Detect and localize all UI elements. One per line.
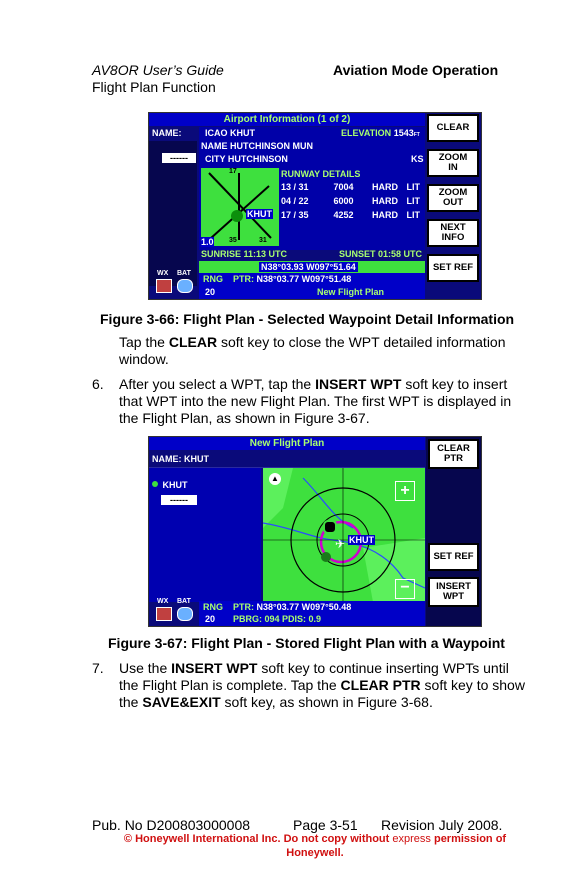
icao-row (205, 128, 255, 138)
section-title: Flight Plan Function (92, 79, 216, 95)
elevation-label: ELEVATION (341, 128, 392, 138)
bat-label: BAT (177, 270, 191, 277)
runway-row (281, 210, 420, 220)
sunrise-time: SUNRISE 11:13 UTC (201, 249, 288, 259)
airplane-icon: ✈ (335, 537, 346, 551)
clear-instruction-post: soft key to close the WPT detailed information window. (119, 334, 506, 367)
battery-icon (177, 279, 193, 293)
step-6-number: 6. (92, 376, 104, 392)
runway-row (281, 182, 420, 192)
runway-details-title: RUNWAY DETAILS (281, 169, 361, 179)
step-6-t2: soft key to insert that WPT into the new Flight Plan. The first WPT is displayed in the Flight Plan, as shown in Figure 3-67. (119, 376, 512, 426)
bat-label: BAT (177, 598, 191, 605)
airport-marker-icon (321, 552, 331, 562)
runway-surface: HARD (372, 210, 399, 220)
fp-ptr-row (233, 602, 351, 612)
copyright-part-3: Honeywell. (286, 847, 344, 859)
map-scale: 1.0 (201, 237, 214, 247)
zoom-in-button[interactable] (427, 149, 479, 177)
fp-ptr-label: PTR: (233, 602, 254, 612)
copyright-notice (100, 832, 530, 860)
ptr-row (233, 274, 351, 284)
set-ref-label: SET REF (433, 551, 474, 562)
runway-light: LIT (406, 210, 421, 220)
ptr-label: PTR: (233, 274, 254, 284)
pub-number: Pub. No D200803000008 (92, 817, 251, 833)
clear-button[interactable] (427, 114, 479, 142)
cursor-coords: N38°03.93 W097°51.64 (261, 262, 356, 272)
step-7-t1: Use the (119, 660, 172, 676)
clear-instruction-pre: Tap the (119, 334, 169, 350)
fp-name-label: NAME: (152, 454, 182, 464)
insert-wpt-button[interactable] (428, 577, 479, 607)
clear-key-ref: CLEAR (168, 334, 218, 350)
fp-name-row (152, 454, 209, 464)
figure-3-67-caption: Figure 3-67: Flight Plan - Stored Flight Plan with a Waypoint (108, 635, 505, 651)
runway-id: 13 / 31 (281, 182, 309, 192)
runway-surface: HARD (372, 196, 399, 206)
runway-light: LIT (406, 182, 421, 192)
elevation-row (341, 128, 420, 138)
figure-3-67-screen (148, 436, 482, 627)
city-value: HUTCHINSON (227, 154, 288, 164)
north-arrow-icon: ▲ (269, 473, 281, 485)
step-7-text (119, 660, 529, 711)
clear-label: CLEAR (436, 122, 470, 133)
doc-title: AV8OR User’s Guide (92, 62, 224, 78)
name-row (201, 141, 313, 151)
sunset-time: SUNSET 01:58 UTC (339, 249, 423, 259)
runway-id: 04 / 22 (281, 196, 309, 206)
map-label-bl: 35 (229, 237, 237, 244)
zoom-in-label: ZOOM IN (438, 152, 468, 173)
copyright-express: express (392, 833, 431, 845)
placeholder-field: ------ (162, 153, 196, 163)
state-value: KS (411, 154, 424, 164)
page-number: Page 3-51 (293, 817, 358, 833)
runway-diagram-svg (201, 168, 279, 246)
zoom-out-label: ZOOM OUT (438, 187, 468, 208)
wx-label: WX (157, 270, 169, 277)
save-exit-key-ref: SAVE&EXIT (142, 694, 221, 710)
city-row (205, 154, 288, 164)
figure-3-66-caption: Figure 3-66: Flight Plan - Selected Waypoint Detail Information (100, 311, 515, 327)
step-7-t4: soft key, as shown in Figure 3-68. (220, 694, 433, 710)
zoom-out-map-button[interactable]: − (395, 579, 415, 599)
map-airport-label: KHUT (349, 535, 374, 545)
copyright-part-2: permission of (433, 833, 507, 845)
name-label: NAME: (152, 128, 182, 138)
fp-bearing-row (233, 614, 321, 624)
city-label: CITY (205, 154, 226, 164)
insert-wpt-label: INSERT WPT (436, 581, 471, 602)
set-ref-label: SET REF (432, 262, 474, 273)
fp-pdis: PDIS: 0.9 (282, 614, 322, 624)
chapter-title: Aviation Mode Operation (333, 62, 499, 78)
rng-label: RNG (203, 274, 223, 284)
figure-3-66-screen (148, 112, 482, 300)
fp-rng-label: RNG (203, 602, 223, 612)
footer-flight-plan-title: New Flight Plan (317, 287, 385, 297)
runway-surface: HARD (372, 182, 399, 192)
fp-rng-value: 20 (205, 614, 216, 624)
step-7-t3: soft key to show the (119, 677, 525, 710)
name-field-label: NAME (201, 141, 228, 151)
route-marker-icon (323, 520, 337, 534)
step-6-text (119, 376, 529, 427)
elevation-unit: FT (413, 132, 420, 138)
weather-icon (156, 607, 172, 621)
name-field-value: HUTCHINSON MUN (230, 141, 314, 151)
copyright-part-1: © Honeywell International Inc. Do not copy without (123, 833, 390, 845)
revision: Revision July 2008. (381, 817, 503, 833)
insert-wpt-key-ref: INSERT WPT (171, 660, 258, 676)
runway-row (281, 196, 420, 206)
waypoint-name: KHUT (162, 480, 188, 490)
zoom-out-button[interactable] (427, 184, 479, 212)
runway-light: LIT (406, 196, 421, 206)
runway-length: 6000 (333, 196, 354, 206)
step-7-t2: soft key to continue inserting WPTs until the Flight Plan is complete. Tap the (119, 660, 509, 693)
next-info-button[interactable] (427, 219, 479, 247)
runway-length: 7004 (333, 182, 354, 192)
rng-value: 20 (205, 287, 216, 297)
flight-plan-title: New Flight Plan (249, 438, 325, 449)
next-info-label: NEXT INFO (440, 222, 466, 243)
step-6-t1: After you select a WPT, tap the (119, 376, 316, 392)
clear-ptr-label: CLEAR PTR (437, 443, 470, 464)
airport-info-title-bar (149, 113, 425, 126)
waypoint-dot-icon (152, 481, 158, 487)
fp-pbrg: PBRG: 094 (233, 614, 280, 624)
zoom-in-map-button[interactable]: + (395, 481, 415, 501)
icao-value: KHUT (230, 128, 256, 138)
runway-length: 4252 (333, 210, 354, 220)
map-label-br: 31 (259, 237, 267, 244)
fp-ptr-value: N38°03.77 W097°50.48 (256, 602, 352, 612)
fp-name-value: KHUT (184, 454, 210, 464)
step-7-number: 7. (92, 660, 104, 676)
elevation-value: 1543 (393, 128, 414, 138)
waypoint-list-item[interactable] (152, 475, 188, 490)
new-waypoint-placeholder[interactable]: ------ (161, 495, 197, 505)
insert-wpt-key-ref: INSERT WPT (315, 376, 402, 392)
runway-id: 17 / 35 (281, 210, 309, 220)
flight-plan-title-bar (149, 437, 425, 450)
airport-info-title: Airport Information (1 of 2) (223, 114, 351, 125)
wx-label: WX (157, 598, 169, 605)
map-label-top: 17 (229, 168, 237, 175)
icao-label: ICAO (205, 128, 228, 138)
set-ref-button[interactable] (427, 254, 479, 282)
weather-icon (156, 279, 172, 293)
clear-instruction (119, 334, 529, 368)
clear-ptr-button[interactable] (428, 439, 479, 469)
set-ref-button[interactable] (428, 543, 479, 571)
clear-ptr-key-ref: CLEAR PTR (340, 677, 421, 693)
airport-map-label: KHUT (247, 209, 272, 219)
airport-diagram (201, 168, 279, 246)
ptr-value: N38°03.77 W097°51.48 (256, 274, 352, 284)
battery-icon (177, 607, 193, 621)
